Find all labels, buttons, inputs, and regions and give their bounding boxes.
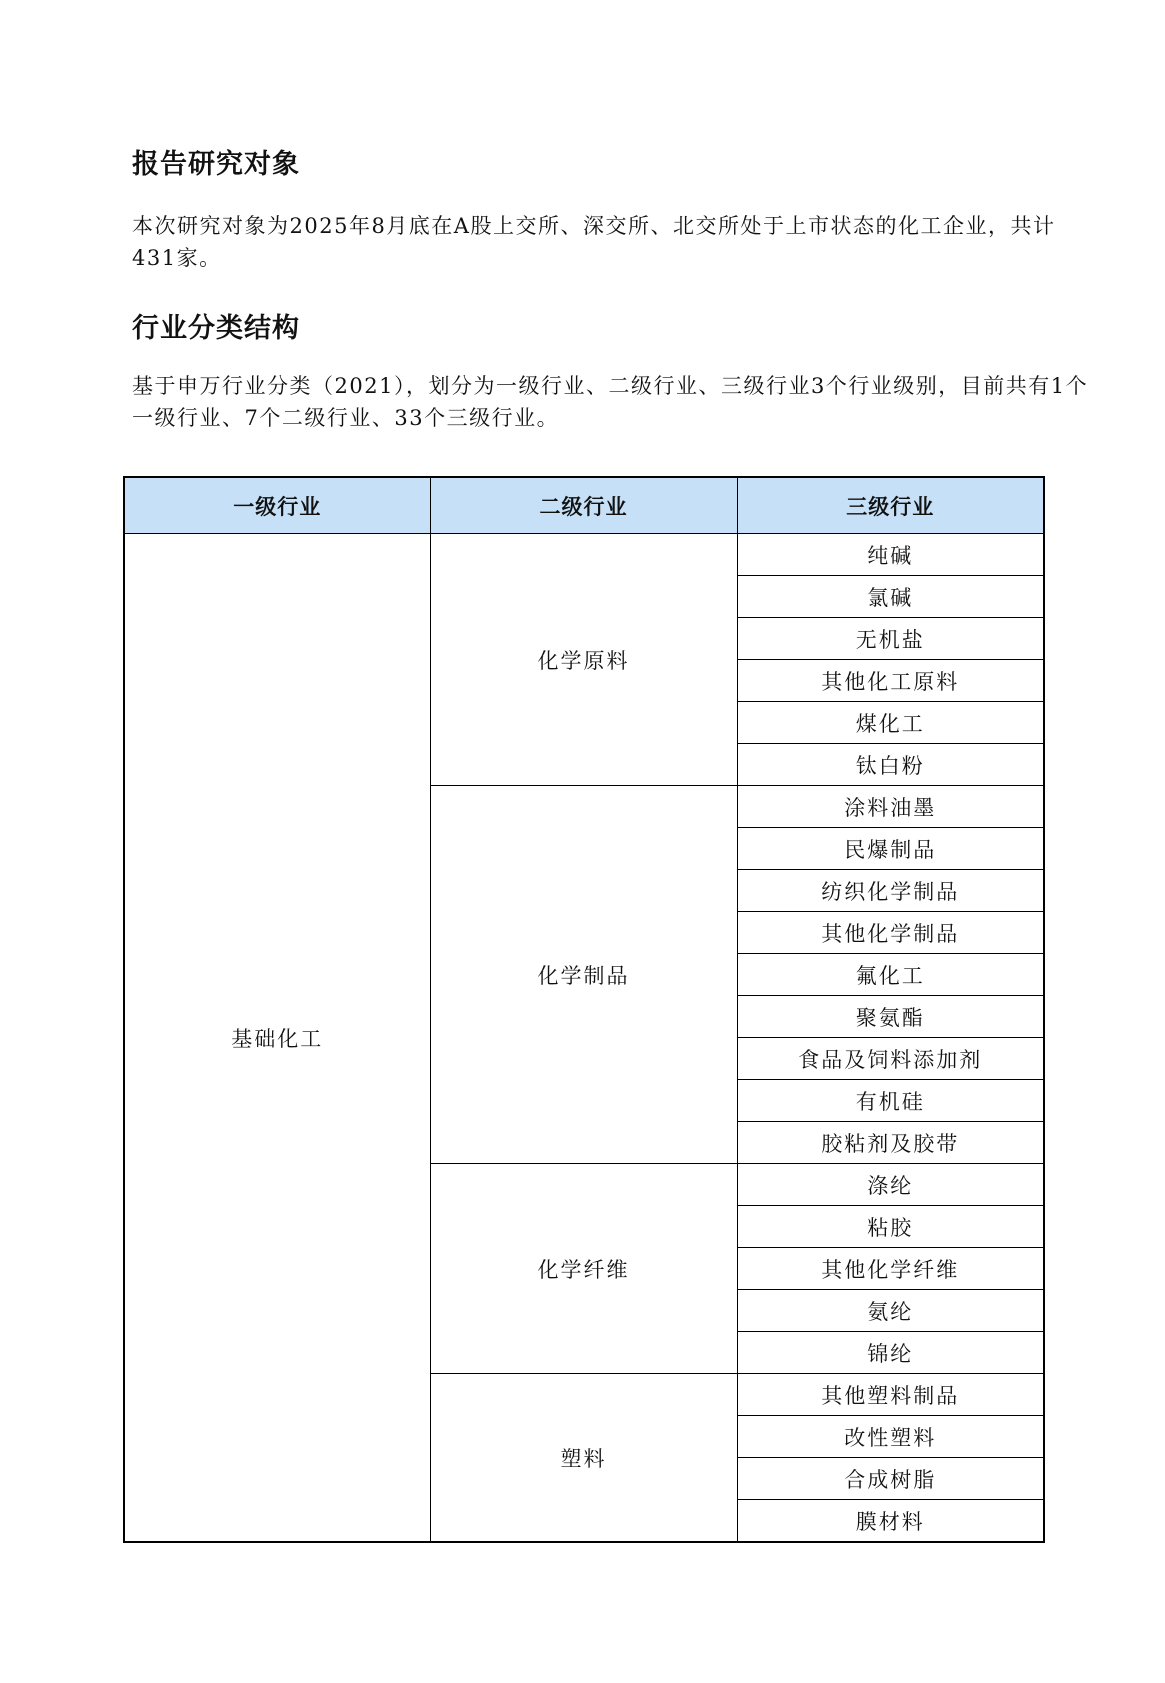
- level3-cell: 粘胶: [737, 1206, 1044, 1248]
- level3-cell: 食品及饲料添加剂: [737, 1038, 1044, 1080]
- level2-cell: 化学制品: [430, 786, 737, 1164]
- level3-cell: 民爆制品: [737, 828, 1044, 870]
- level3-cell: 改性塑料: [737, 1416, 1044, 1458]
- level3-cell: 煤化工: [737, 702, 1044, 744]
- table-header-row: [124, 477, 1044, 534]
- header-level1: 一级行业: [124, 477, 430, 534]
- level3-cell: 合成树脂: [737, 1458, 1044, 1500]
- table-row: [124, 534, 1044, 576]
- industry-classification-table: [123, 476, 1045, 1543]
- level3-cell: 其他化学制品: [737, 912, 1044, 954]
- level3-cell: 氨纶: [737, 1290, 1044, 1332]
- level3-cell: 氟化工: [737, 954, 1044, 996]
- level1-cell: 基础化工: [124, 534, 430, 1543]
- level3-cell: 纺织化学制品: [737, 870, 1044, 912]
- industry-paragraph: 基于申万行业分类（2021），划分为一级行业、二级行业、三级行业3个行业级别，目前共有1个一级行业、7个二级行业、33个三级行业。: [132, 374, 1089, 430]
- level2-cell: 化学纤维: [430, 1164, 737, 1374]
- level3-cell: 聚氨酯: [737, 996, 1044, 1038]
- level3-cell: 膜材料: [737, 1500, 1044, 1543]
- level3-cell: 涂料油墨: [737, 786, 1044, 828]
- section-heading-industry: 行业分类结构: [132, 313, 300, 344]
- level3-cell: 其他塑料制品: [737, 1374, 1044, 1416]
- level2-cell: 化学原料: [430, 534, 737, 786]
- level3-cell: 钛白粉: [737, 744, 1044, 786]
- level3-cell: 其他化学纤维: [737, 1248, 1044, 1290]
- level3-cell: 氯碱: [737, 576, 1044, 618]
- level3-cell: 纯碱: [737, 534, 1044, 576]
- level3-cell: 有机硅: [737, 1080, 1044, 1122]
- level2-cell: 塑料: [430, 1374, 737, 1543]
- level3-cell: 锦纶: [737, 1332, 1044, 1374]
- level3-cell: 胶粘剂及胶带: [737, 1122, 1044, 1164]
- level3-cell: 无机盐: [737, 618, 1044, 660]
- section-heading-research: 报告研究对象: [132, 149, 300, 180]
- level3-cell: 涤纶: [737, 1164, 1044, 1206]
- table-body: [124, 534, 1044, 1543]
- header-level2: 二级行业: [430, 477, 737, 534]
- research-paragraph: 本次研究对象为2025年8月底在A股上交所、深交所、北交所处于上市状态的化工企业，共计431家。: [132, 214, 1056, 270]
- level3-cell: 其他化工原料: [737, 660, 1044, 702]
- header-level3: 三级行业: [737, 477, 1044, 534]
